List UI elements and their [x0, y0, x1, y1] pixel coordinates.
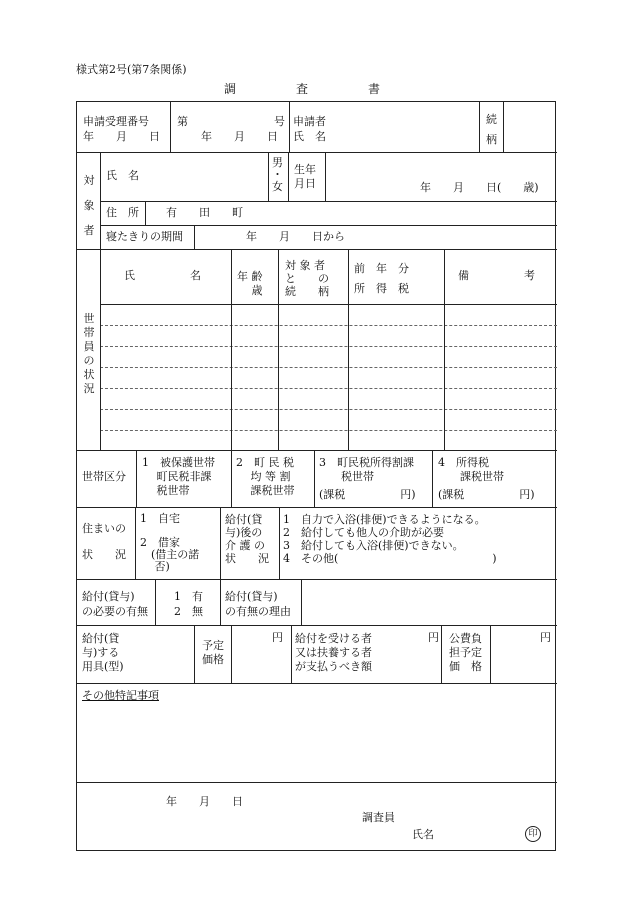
subject-side-label: 対象者: [83, 174, 95, 237]
birth-label: 生年 月日: [294, 163, 316, 190]
care-label: 給付(貸 与)後の 介 護 の 状 況: [225, 513, 269, 565]
dai-label: 第: [177, 115, 188, 128]
class-option-4-tax: (課税 円): [438, 488, 535, 501]
housing-options: 1 自宅 2 借家 (借主の諾 否): [140, 512, 200, 573]
class-option-3-tax: (課税 円): [319, 488, 416, 501]
receipt-date-label: 年 月 日: [83, 130, 160, 143]
col-income-label: 前 年 分 所 得 税: [354, 262, 409, 295]
yen-2: 円: [428, 631, 439, 644]
bedridden-label: 寝たきりの期間: [106, 230, 183, 243]
household-side-label: 世帯員の状況: [83, 312, 95, 395]
care-options: 1 自力で入浴(排便)できるようになる。 2 給付しても他人の介助が必要 3 給付しても入浴(排便)できない。 4 その他( ): [283, 513, 497, 565]
seal-icon: 印: [525, 826, 541, 842]
housing-label: 住まいの 状 況: [82, 522, 126, 561]
birth-value: 年 月 日( 歳): [420, 181, 539, 194]
address-label: 住 所: [106, 206, 139, 219]
class-option-3: 3 町民税所得割課 税世帯: [319, 456, 414, 483]
page-title: 調 査 書: [224, 82, 381, 96]
class-option-4: 4 所得税 課税世帯: [438, 456, 504, 483]
need-label: 給付(貸与) の必要の有無: [82, 590, 148, 618]
subject-name-label: 氏 名: [106, 169, 139, 182]
need-reason-label: 給付(貸与) の有無の理由: [225, 590, 291, 618]
sex-label: 男 ・ 女: [272, 156, 283, 193]
go-label: 号: [274, 115, 285, 128]
investigator-name-label: 氏名: [412, 828, 434, 841]
date-label: 年 月 日: [201, 130, 278, 143]
applicant-name-label: 氏 名: [293, 130, 326, 143]
class-option-2: 2 町 民 税 均 等 割 課税世帯: [236, 456, 295, 497]
need-options: 1 有 2 無: [174, 590, 203, 618]
investigator-label: 調査員: [362, 811, 395, 824]
public-burden-label: 公費負 担予定 価 格: [449, 632, 482, 673]
price-label: 予定 価格: [202, 639, 224, 666]
address-value: 有 田 町: [166, 206, 243, 219]
notes-label: その他特記事項: [82, 689, 159, 702]
col-name-label: 氏 名: [124, 269, 201, 282]
bedridden-value: 年 月 日から: [246, 230, 345, 243]
col-age-label: 年 齢 歳: [237, 270, 263, 297]
col-note-label: 備 考: [458, 269, 535, 282]
yen-3: 円: [540, 631, 551, 644]
relation-label: 続 柄: [486, 113, 497, 146]
col-relation-label: 対 象 者 と の 続 柄: [285, 259, 329, 298]
form-number: 様式第2号(第7条関係): [76, 63, 187, 76]
equipment-label: 給付(貸 与)する 用具(型): [82, 632, 124, 673]
footer-date: 年 月 日: [166, 795, 243, 808]
payment-label: 給付を受ける者 又は扶養する者 が支払うべき額: [295, 632, 372, 673]
class-label: 世帯区分: [82, 470, 126, 483]
applicant-label: 申請者: [293, 115, 326, 128]
receipt-number-label: 申請受理番号: [83, 115, 149, 128]
yen-1: 円: [272, 631, 283, 644]
class-option-1: 1 被保護世帯 町民税非課 税世帯: [142, 456, 215, 497]
